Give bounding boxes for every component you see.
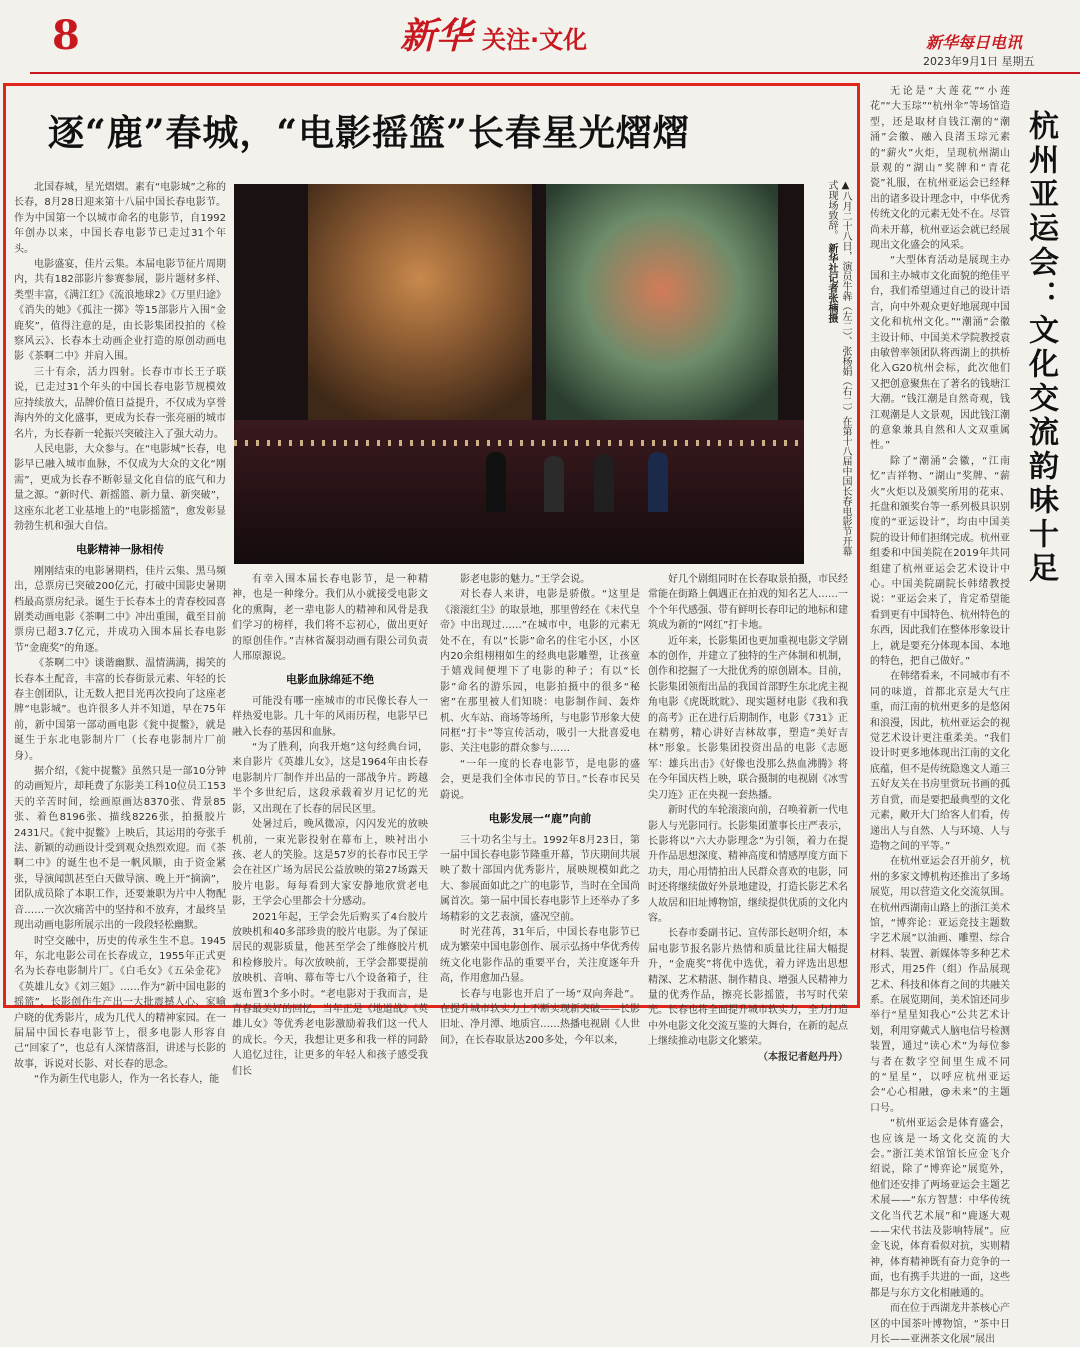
article-column-4 [648,572,848,1063]
page-number: 8 [52,12,80,59]
paragraph: “作为新生代电影人，作为一名长春人，能 [34,1074,220,1086]
paragraph: 2021年起，王学会先后购买了4台胶片放映机和40多部珍贵的胶片电影。为了保证居民的观影质量，他甚至学会了维修胶片机和检修胶片。每次放映前，王学会都要提前放映机、音响、幕布等七八个设备箱子，往返布置3个多小时。“老电影对于我而言，是青春最美好的回忆，当年正是《地道战》《英雄儿女》等优秀老电影激励着我们这一代人的成长。今天，我想让更多和我一样的同龄人追忆过往，让更多的年轻人和孩子感受我们长 [232,911,428,1077]
stage-lights [234,440,804,446]
side-article-body [870,84,1010,1345]
paragraph: 刚刚结束的电影暑期档，佳片云集、黑马频出，总票房已突破200亿元，打破中国影史暑期档最高票房纪录。诞生于长春本土的青春校园喜剧类动画电影《茶啊二中》冲出重围，截至目前票房已超3.7亿元，并成功入围本届长春电影节“金鹿奖”的角逐。 [14,565,226,654]
paragraph: 据介绍，《瓮中捉鳖》虽然只是一部10分钟的动画短片，却耗费了东影美工科10位员工153天的辛苦时间，绘画原画达8370张、背景85张、着色8196张、描线8226张，拍摄胶片2431尺。《瓮中捉鳖》上映后，其运用的夸张手法、新颖的动画设计受到观众热烈欢迎。而《茶啊二中》的诞生也不是一帆风顺，由于资金紧张，导演闻凯甚至白天做导演、晚上开“摘滴”，团队成员除了本职工作，还要兼职为片中人物配音……一次次痛苦中的坚持和不放弃，才最终呈现出动画电影所展示出的一段段轻松幽默。 [14,766,226,932]
subheading: 电影精神一脉相传 [76,543,164,557]
article-column-2 [232,572,428,1077]
paragraph: 有幸入围本届长春电影节，是一种精神，也是一种缘分。我们从小就接受电影文化的熏陶，老一辈电影人的精神和风骨是我们学习的榜样，我们将不忘初心，做出更好的原创佳作。”吉林省凝羽动画有限公司负责人邢原源说。 [232,574,428,663]
right-brand-logo: 新华每日电讯 [926,33,1023,52]
subheading: 电影发展一“鹿”向前 [488,812,592,826]
festival-stage-photo [234,184,804,564]
paragraph: 近年来，长影集团也更加重视电影文学剧本的创作，并建立了独特的生产体制和机制，创作和挖掘了一大批优秀的原创剧本。目前，长影集团领衔出品的我国首部野生东北虎主视角电影《虎既眈眈》、现实题材电影《我和我的高考》正在进行后期制作，电影《731》正在精剪，精心讲好吉林故事，塑造“美好吉林”形象。长影集团投资出品的电影《志愿军：雄兵出击》《好像也没那么热血沸腾》将在今年国庆档上映，联合摄制的电视剧《冰雪尖刀连》正在央视一套热播。 [648,635,848,801]
subheading: 电影血脉绵延不绝 [286,673,374,687]
article-byline: （本报记者赵丹丹） [758,1051,848,1063]
photo-credit: 新华社记者张楠摄 [826,243,837,324]
section-title: 关注·文化 [482,26,588,54]
paragraph: 除了“潮涌”会徽，“江南忆”吉祥物、“湖山”奖牌、“薪火”火炬以及颁奖所用的花束、托盘和颁奖台等一系列极具识别度的“亚运设计”，均由中国美院的设计师们担纲完成。杭州亚组委和中国美院在2019年共同组建了杭州亚运会艺术设计中心。中国美院副院长韩绪教授说：“亚运会来了，肯定希望能看到更有中国特色、杭州特色的东西，因此我们在整体形象设计上，就是要充分体现本国、本地的特色，把自己做好。” [870,455,1010,668]
paragraph: 三十有余，活力四射。长春市市长王子联说，已走过31个年头的中国长春电影节规模效应持续放大，品牌价值日益提升，不仅成为享誉海内外的文化盛事，更成为长春一张亮丽的城市名片，为长春新一轮振兴突破注入了强大动力。 [14,366,226,440]
paragraph: 人民电影，大众参与。在“电影城”长春，电影早已融入城市血脉，不仅成为大众的文化“刚需”，更成为长春不断彰显文化自信的底气和力量之源。“新时代、新摇篮、新力量、新突破”，这座东北老工业基地上的“电影摇篮”，愈发彰显勃勃生机和强大自信。 [14,443,226,532]
paragraph: “大型体育活动是展现主办国和主办城市文化面貌的绝佳平台，我们希望通过自己的设计语言，向中外观众更好地展现中国文化和杭州文化。”“潮涌”会徽主设计师、中国美术学院教授袁由敏曾率领团队将西湖上的拱桥化入G20杭州会标，此次他们又把创意聚焦在了著名的钱塘江大潮。“钱江潮是自然奇观，钱江观潮是人文景观，因此钱江潮的意象兼具自然和人文双重属性。” [870,255,1010,452]
paragraph: 好几个剧组同时在长春取景拍摄，市民经常能在街路上偶遇正在拍戏的知名艺人……一个个年代感强、带有鲜明长春印记的地标和建筑成为新的“网红”打卡地。 [648,574,848,632]
presenter-figure [486,452,506,512]
paragraph: 时光荏苒，31年后，中国长春电影节已成为繁荣中国电影创作、展示弘扬中华优秀传统文化电影作品的重要平台，关注度逐年升高，作用愈加凸显。 [440,926,640,985]
header-divider [30,72,1080,74]
paragraph: 处暑过后，晚风微凉，闪闪发光的放映机前，一束光影投射在幕布上，映衬出小孩、老人的笑脸。这是57岁的长春市民王学会在社区广场为居民公益放映的第27场露天胶片电影。每每看到大家安静地欣赏老电影，王学会心里都会十分感动。 [232,819,428,908]
paragraph: 对长春人来讲，电影是骄傲。“这里是《滚滚红尘》的取景地，那里曾经在《末代皇帝》中出现过……”在城市中，电影的元素无处不在，有以“长影”命名的住宅小区，小区内20余组栩栩如生的经典电影雕塑，让孩童于嬉戏间便埋下了电影的种子；有以“长影”命名的游乐园，电影拍摄中的很多“秘密”在那里被人们知晓：电影制作间、轰炸机、火车站、商场等场所，与电影节形象大使同框“打卡”等宣传活动，吸引一大批喜爱电影、关注电影的群众参与…… [440,589,640,755]
paragraph: 北国春城，星光熠熠。素有“电影城”之称的长春，8月28日迎来第十八届中国长春电影节。作为中国第一个以城市命名的电影节，自1992年创办以来，中国长春电影节已走过31个年头。 [14,182,226,255]
paragraph: 影老电影的魅力。”王学会说。 [460,574,591,585]
paragraph: 长春与电影也开启了一场“双向奔赴”。在提升城市软实力上不断实现新突破——长影旧址、净月潭、地质宫……热播电视剧《人世间》，在长春取景达200多处，今年以来， [440,988,640,1046]
article-column-1 [14,180,226,1086]
article-headline: 逐“鹿”春城，“电影摇篮”长春星光熠熠 [48,112,690,154]
paragraph: 无论是“大莲花”“小莲花”“大玉琮”“杭州伞”等场馆造型，还是取材自钱江潮的“潮涌”会徽、融入良渚玉琮元素的“薪火”火炬，呈现杭州湖山景观的“湖山”奖牌和“青花瓷”礼服，在杭州亚运会已经释出的诸多设计理念中，中华优秀传统文化的元素无处不在。尽管尚未开幕，杭州亚运会就已经展现出文化盛会的风采。 [870,86,1010,252]
paragraph: 在杭州亚运会召开前夕，杭州的多家文博机构还推出了多场展览，用以营造文化交流氛围。在杭州西湖南山路上的浙江美术馆，“博弈论：亚运竞技主题数字艺术展”以油画、雕塑、综合材料、装置、新媒体等多种艺术形式，用25件（组）作品展现艺术、科技和体育之间的共融关系。在展览期间，美术馆还同步举行“星星知我心”公共艺术计划，利用穿戴式人脑电信号检测装置，通过“读心术”为每位参与者在数字空间里生成不同的“星星”，以呼应杭州亚运会“心心相融，@未来”的主题口号。 [870,856,1010,1114]
photo-caption [812,180,852,560]
screen-image-right [546,184,778,420]
issue-date: 2023年9月1日 星期五 [923,55,1035,68]
paragraph: 电影盛宴，佳片云集。本届电影节征片周期内，共有182部影片参赛参展，影片题材多样、类型丰富，《满江红》《流浪地球2》《万里归途》《消失的她》《孤注一掷》等15部影片入围“金鹿奖”，值得注意的是，由长影集团投拍的《检察风云》、长春本土动画企业打造的原创动画电影《茶啊二中》并肩入围。 [14,259,226,363]
paragraph: 在韩绪看来，不同城市有不同的味道，首都北京是大气庄重，而江南的杭州更多的是悠闲和浪漫，因此，杭州亚运会的视觉艺术设计更注重柔美。“我们设计时更多地体现出江南的文化底蕴，但不是传统隐逸文人遁三五好友关在书房里赏玩书画的孤芳自赏，而是要把最典型的文化元素，敞开大门给客人们看，传递出人与自然、人与环境、人与造物之间的平等。” [870,671,1010,852]
host-figure [648,452,668,512]
paragraph: 新时代的车轮滚滚向前，召唤着新一代电影人与光影同行。长影集团董事长庄严表示，长影将以“六大办影理念”为引领，着力在提升作品思想深度、精神高度和情感厚度方面下功夫，用心用情拍出人民群众喜欢的电影，同时还将继续做好外景地建设，打造长影艺术名人故居和旧址博物馆，继续提供优质的文化内容。 [648,805,848,924]
caption-text: ▲八月二十八日，演员牛犇（左二）、张杨娟（右二）在第十八届中国长春电影节开幕式现场致辞。 [826,180,851,556]
paragraph: “为了胜利，向我开炮”这句经典台词，来自影片《英雄儿女》，这是1964年由长春电影制片厂制作并出品的一部战争片。跨越半个多世纪后，这段承载着岁月记忆的光影，又出现在了长春的居民区里。 [232,742,428,815]
paragraph: 可能没有哪一座城市的市民像长春人一样热爱电影。几十年的风雨历程，电影早已融入长春的基因和血脉。 [232,695,428,738]
side-article-headline: 杭州亚运会：文化交流韵味十足 [1023,110,1058,586]
paragraph: 而在位于西湖龙井茶核心产区的中国茶叶博物馆，“茶中日月长——亚洲茶文化展”展出 [870,1303,1010,1345]
paragraph: 三十功名尘与土。1992年8月23日，第一届中国长春电影节隆重开幕，节庆期间共展映了数十部国内优秀影片，展映规模如此之大、参展面如此之广的电影节，当时在全国尚属首次。第一届中国长春电影节上还举办了多场精彩的文艺表演，盛况空前。 [440,834,640,923]
paragraph: “杭州亚运会是体育盛会，也应该是一场文化交流的大会。”浙江美术馆馆长应金飞介绍说，除了“博弈论”展览外，他们还安排了两场亚运会主题艺术展——“东方智慧：中华传统文化当代艺术展”和“鹿逐大观——宋代书法及影响特展”。应金飞说，体育看似对抗，实则精神，体育精神既有奋力竞争的一面，也有携手共进的一面，这些都是与东方文化相融通的。 [870,1118,1010,1299]
actress-figure [594,454,614,512]
newspaper-brand-logo: 新华 [400,15,473,57]
paragraph: 长春市委副书记、宣传部长赵明介绍，本届电影节报名影片热情和质量比往届大幅提升，“金鹿奖”将优中选优，着力评选出思想精深、艺术精湛、制作精良、增强人民精神力量的优秀作品，擦亮长影摇篮，书写时代荣光。长春也将全面提升城市软实力，全力打造中外电影文化交流互鉴的大舞台，在新的起点上继续推动电影文化繁荣。 [648,928,848,1048]
actor-figure [544,456,564,512]
paragraph: 《茶啊二中》谈谐幽默、温情满满，揭笑的长春本土配音，丰富的长春街景元素、年轻的长春主创团队，让无数人把目光再次投向了这座老牌“电影城”。也许很多人并不知道，早在75年前，新中国第一部动画电影《瓮中捉鳖》，就是诞生于东北电影制片厂（长春电影制片厂前身）。 [14,658,226,762]
article-column-3 [440,572,640,1046]
stage-area [234,420,804,564]
paragraph: 时空交融中，历史的传承生生不息。1945年，东北电影公司在长春成立，1955年正式更名为长春电影制片厂。《白毛女》《五朵金花》《英雄儿女》《刘三姐》……作为“新中国电影的摇篮”，长影创作生产出一大批震撼人心、家喻户晓的优秀影片，成为几代人的精神家园。在一届届中国长春电影节上，很多电影人形容自己“回家了”，也总有人深情落泪，讲述与长影的故事，诉说对长影、对长春的思念。 [14,935,226,1070]
screen-image-left [308,184,532,420]
paragraph: “一年一度的长春电影节，是电影的盛会，更是我们全体市民的节日。”长春市民吴蔚说。 [440,758,640,801]
